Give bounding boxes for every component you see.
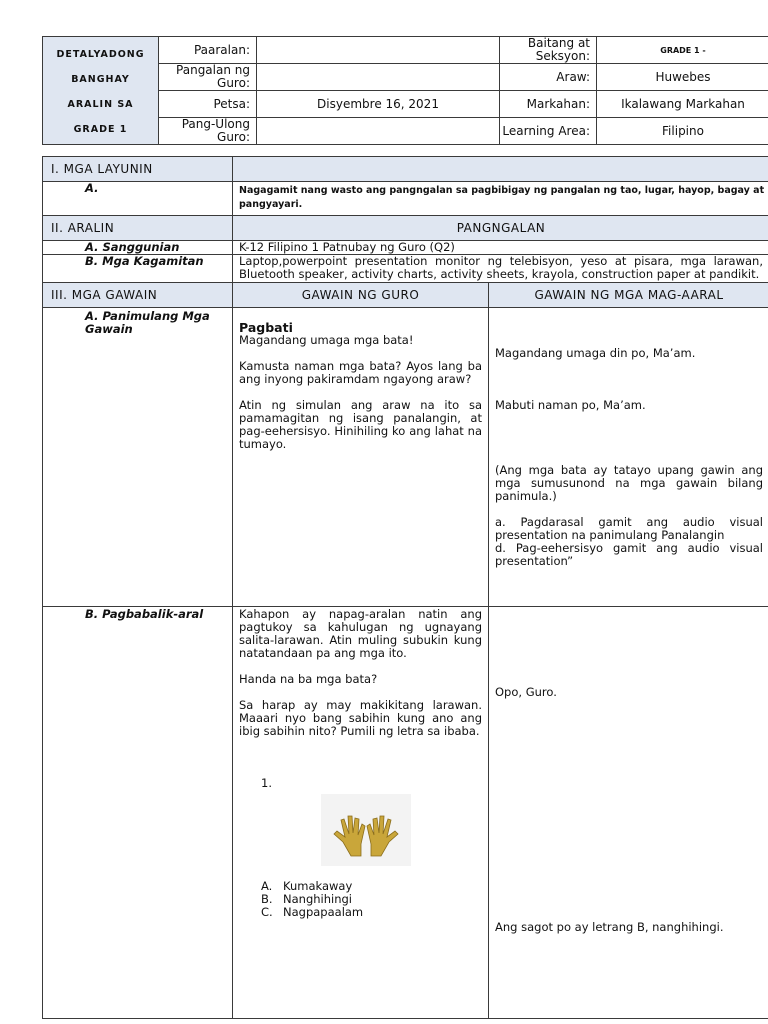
review-label-text: B. Pagbabalik-aral: [85, 607, 204, 621]
date-label: Petsa:: [159, 91, 257, 118]
teacher-name-value: [257, 64, 500, 91]
side-line: DETALYADONG: [56, 48, 145, 60]
side-line: GRADE 1: [73, 123, 128, 135]
choice-key: B.: [261, 892, 273, 906]
teacher-name-label: Pangalan ng Guro:: [159, 64, 257, 91]
hands-illustration: [321, 794, 411, 866]
review-label: [43, 607, 233, 1019]
review-instruction: Sa harap ay may makikitang larawan. Maaari nyo bang sabihin kung ano ang ibig sabihin nito? Pumili ng letra sa ibaba.: [239, 698, 482, 738]
intro-teacher-cell: [233, 308, 489, 607]
day-label: Araw:: [500, 64, 597, 91]
question-number: 1.: [261, 776, 272, 790]
review-teacher-cell: [233, 607, 489, 1019]
objective-a-text: Nagagamit nang wasto ang pangngalan sa pagbibigay ng pangalan ng tao, lugar, hayop, bagay at pangyayari.: [233, 182, 768, 216]
review-intro: Kahapon ay napag-aralan natin ang pagtukoy sa kahulugan ng ugnayang salita-larawan. Atin muling subukin kung natatandaan pa ang mga ito.: [239, 607, 482, 660]
grade-section-value: GRADE 1 -: [597, 37, 768, 64]
student-stand-note: (Ang mga bata ay tatayo upang gawin ang mga sumusunond na mga gawain bilang panimula.): [495, 463, 763, 503]
materials-text: Laptop,powerpoint presentation monitor ng telebisyon, yeso at pisara, mga larawan, Bluetooth speaker, activity charts, activity sheets, krayola, construction paper at pandikit.: [233, 255, 768, 283]
greeting-heading: Pagbati: [239, 320, 293, 335]
intro-activities-label: [43, 308, 233, 607]
quarter-label: Markahan:: [500, 91, 597, 118]
school-label: Paaralan:: [159, 37, 257, 64]
materials-label: B. Mga Kagamitan: [43, 255, 233, 283]
section-title-lesson: II. ARALIN: [43, 216, 233, 241]
student-exercise-activity: d. Pag-eehersisyo gamit ang audio visual presentation”: [495, 541, 763, 568]
learning-area-value: Filipino: [597, 118, 768, 145]
side-line: ARALIN SA: [67, 98, 134, 110]
section-objectives-blank: [233, 157, 768, 182]
reference-text: K-12 Filipino 1 Patnubay ng Guro (Q2): [233, 241, 768, 255]
school-value: [257, 37, 500, 64]
wellbeing-question: Kamusta naman mga bata? Ayos lang ba ang inyong pakiramdam ngayong araw?: [239, 359, 482, 386]
choice-text: Nanghihingi: [283, 892, 352, 906]
lesson-topic: PANGNGALAN: [233, 216, 768, 241]
intro-activities-label-text: A. Panimulang Mga Gawain: [85, 309, 210, 336]
lesson-header-table: [42, 36, 768, 145]
teacher-activities-header: GAWAIN NG GURO: [233, 283, 489, 308]
lesson-plan-table: [42, 156, 768, 1019]
review-student-cell: [489, 607, 768, 1019]
student-ready-reply: Opo, Guro.: [495, 685, 557, 699]
section-title-objectives: I. MGA LAYUNIN: [43, 157, 233, 182]
choice-text: Nagpapaalam: [283, 905, 364, 919]
choice-text: Kumakaway: [283, 879, 353, 893]
learning-area-label: Learning Area:: [500, 118, 597, 145]
grade-section-label: Baitang at Seksyon:: [500, 37, 597, 64]
review-ready-question: Handa na ba mga bata?: [239, 672, 378, 686]
objective-a-label: A.: [43, 182, 233, 216]
answer-choice: [261, 906, 482, 919]
student-answer: Ang sagot po ay letrang B, nanghihingi.: [495, 920, 724, 934]
intro-student-cell: [489, 308, 768, 607]
greeting-line: Magandang umaga mga bata!: [239, 333, 414, 347]
student-prayer-activity: a. Pagdarasal gamit ang audio visual presentation na panimulang Panalangin: [495, 515, 763, 542]
gloved-hands-image: [321, 794, 411, 866]
head-teacher-value: [257, 118, 500, 145]
student-activities-header: GAWAIN NG MGA MAG-AARAL: [489, 283, 768, 308]
choice-key: C.: [261, 905, 273, 919]
answer-choices: [239, 880, 482, 919]
side-line: BANGHAY: [71, 73, 130, 85]
head-teacher-label: Pang-Ulong Guro:: [159, 118, 257, 145]
choice-key: A.: [261, 879, 273, 893]
date-value: Disyembre 16, 2021: [257, 91, 500, 118]
document-type-label: [43, 37, 159, 145]
day-value: Huwebes: [597, 64, 768, 91]
reference-label: A. Sanggunian: [43, 241, 233, 255]
prayer-instruction: Atin ng simulan ang araw na ito sa pamamagitan ng isang panalangin, at pag-eehersisyo. Hinihiling ko ang lahat na tumayo.: [239, 398, 482, 451]
student-wellbeing-reply: Mabuti naman po, Ma’am.: [495, 398, 646, 412]
student-greeting: Magandang umaga din po, Ma’am.: [495, 346, 696, 360]
quarter-value: Ikalawang Markahan: [597, 91, 768, 118]
section-title-activities: III. MGA GAWAIN: [43, 283, 233, 308]
